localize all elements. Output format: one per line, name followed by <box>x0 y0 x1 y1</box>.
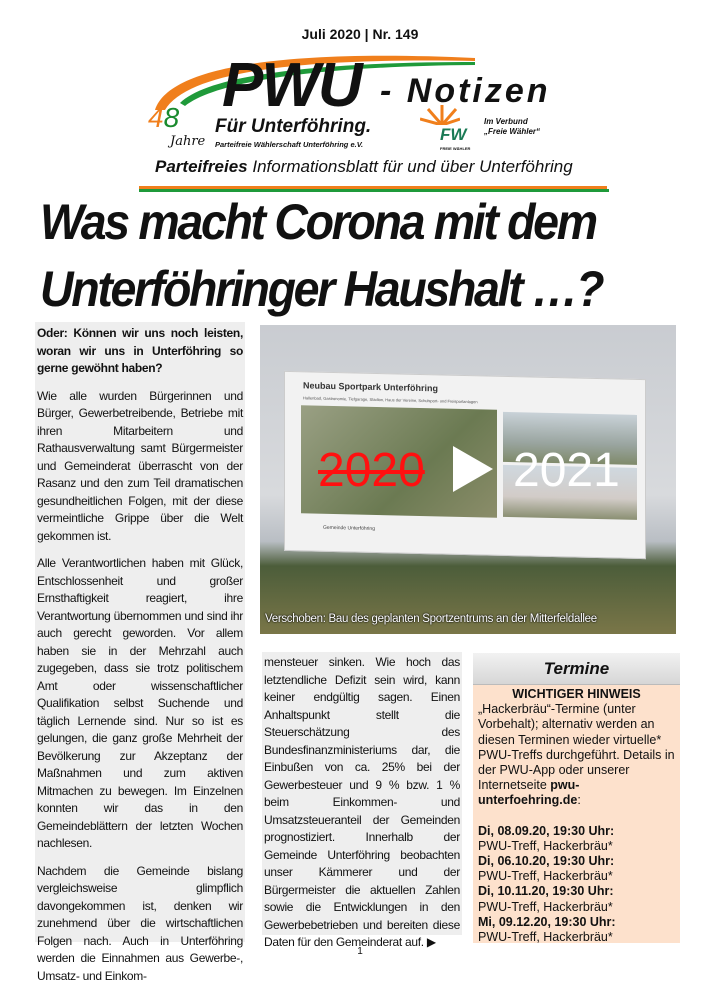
event-date: Di, 06.10.20, 19:30 Uhr: <box>478 854 675 869</box>
website-link[interactable]: pwu-unterfoehring.de <box>478 778 579 807</box>
tagline <box>155 157 573 177</box>
anniversary-word: Jahre <box>170 134 205 149</box>
tagline-bold: Parteifreies <box>155 157 248 176</box>
verbund-note <box>484 117 540 137</box>
fw-logo-subtitle: FREIE WÄHLER <box>440 146 470 151</box>
divider-green <box>139 189 609 192</box>
page-number: 1 <box>0 946 720 958</box>
event-desc: PWU-Treff, Hackerbräu* <box>478 900 675 915</box>
article-column-1 <box>35 322 245 942</box>
article-paragraph: Alle Verantwortlichen haben mit Glück, Entschlossenheit und großer Ernsthaftigkeit reagiert, ihre Verantwortung übernommen und sind ihr auch gerecht geworden. Vor allem haben sie in der Mehrzahl auch zugegeben, dass sie trotz politischem Amt oder wissenschaftlicher Qualifikation selbst Suchende und täglich Lernende sind. Nur so ist es gelungen, die ganz große Mehrheit der Bevölkerung zur Akzeptanz der Maßnahmen und zum aktiven Mitmachen zu bewegen. Im Einzelnen konnten wir das in den Gemeindeblättern der letzten Wochen nachlesen. <box>37 555 243 853</box>
event-item <box>478 884 675 914</box>
article-lead: Oder: Können wir uns noch leisten, woran wir uns in Unterföhring so gerne gewöhnt haben? <box>37 325 243 378</box>
anniversary-digit-2: 8 <box>164 102 180 133</box>
article-photo <box>260 325 676 634</box>
notice-body: „Hackerbräu“-Termine (unter Vorbehalt); alternativ werden an diesen Terminen wieder virtuelle* PWU-Treffs durchgeführt. Details in der PWU-App oder unserer Internetseite <box>478 702 675 792</box>
slogan: Für Unterföhring. <box>215 116 371 137</box>
continue-arrow-icon: ▶ <box>427 935 436 949</box>
tagline-rest: Informationsblatt für und über Unterföhring <box>248 157 573 176</box>
event-item <box>478 824 675 854</box>
anniversary-digit-1: 4 <box>148 102 164 133</box>
termine-box <box>473 653 680 943</box>
verbund-line-1: Im Verbund <box>484 117 540 127</box>
org-name: Parteifreie Wählerschaft Unterföhring e.V. <box>215 140 363 149</box>
sign-subtitle: Hallenbad, Gastronomie, Tiefgarage, Stadion, Haus der Vereine, Schulsport- und Freisportanlagen <box>303 395 478 404</box>
article-column-2 <box>262 652 462 935</box>
issue-info: Juli 2020 | Nr. 149 <box>0 26 720 42</box>
event-date: Mi, 09.12.20, 19:30 Uhr: <box>478 915 675 930</box>
article-paragraph: mensteuer sinken. Wie hoch das letztendliche Defizit sein wird, kann keiner endgültig sagen. Einen Anhaltspunkt stellt die Steuerschätzung des Bundesfinanzministeriums dar, die Einbußen von ca. 25% bei der Gewerbesteuer und 9 % bzw. 1 % beim Einkommen- und Umsatzsteueranteil der Gemeinden prognostiziert. Innerhalb der Gemeinde Unterföhring beobachten unser Kämmerer und der Bürgermeister die aktuellen Zahlen sowie die Entwicklungen in den Gewerbebetrieben und bereiten diese Daten für den Gemeinderat auf. <box>264 655 460 949</box>
event-date: Di, 08.09.20, 19:30 Uhr: <box>478 824 675 839</box>
notice-text <box>478 702 675 808</box>
year-new: 2021 <box>513 445 620 497</box>
photo-caption: Verschoben: Bau des geplanten Sportzentrums an der Mitterfeldallee <box>265 612 597 626</box>
sign-org: Gemeinde Unterföhring <box>323 525 375 532</box>
year-old-struck: 2020 <box>318 445 425 497</box>
fw-logo: FW <box>440 126 466 144</box>
event-desc: PWU-Treff, Hackerbräu* <box>478 839 675 854</box>
verbund-line-2: „Freie Wähler“ <box>484 127 540 137</box>
arrow-right-icon <box>453 446 493 492</box>
sun-icon <box>420 103 460 125</box>
anniversary-badge <box>148 103 179 132</box>
sign-title: Neubau Sportpark Unterföhring <box>303 380 438 394</box>
headline-line-2: Unterföhringer Haushalt …? <box>40 262 602 316</box>
notice-end: : <box>577 793 580 807</box>
event-item <box>478 854 675 884</box>
logo-pwu: PWU <box>222 58 361 114</box>
event-item <box>478 915 675 945</box>
termine-title: Termine <box>473 653 680 685</box>
event-desc: PWU-Treff, Hackerbräu* <box>478 869 675 884</box>
article-paragraph: Wie alle wurden Bürgerinnen und Bürger, Gewerbetreibende, Betriebe mit ihren Mitarbeitern und Rathausverwaltung samt Bürgermeister und Gemeinderat überrascht von der Rasanz und den zum Teil dramatischen gesundheitlichen Folgen, mit der diese vermeintliche Grippe über die Welt gekommen ist. <box>37 388 243 546</box>
article-paragraph: Nachdem die Gemeinde bislang vergleichsweise glimpflich davongekommen ist, denken wir zunehmend über die wirtschaftlichen Folgen nach. Auch in Unterföhring werden die Einnahmen aus Gewerbe-, Umsatz- und Einkom- <box>37 863 243 985</box>
event-date: Di, 10.11.20, 19:30 Uhr: <box>478 884 675 899</box>
notice-title: WICHTIGER HINWEIS <box>478 687 675 702</box>
logo-notizen: - Notizen <box>380 72 551 110</box>
event-desc: PWU-Treff, Hackerbräu* <box>478 930 675 945</box>
headline-line-1: Was macht Corona mit dem <box>40 195 596 249</box>
